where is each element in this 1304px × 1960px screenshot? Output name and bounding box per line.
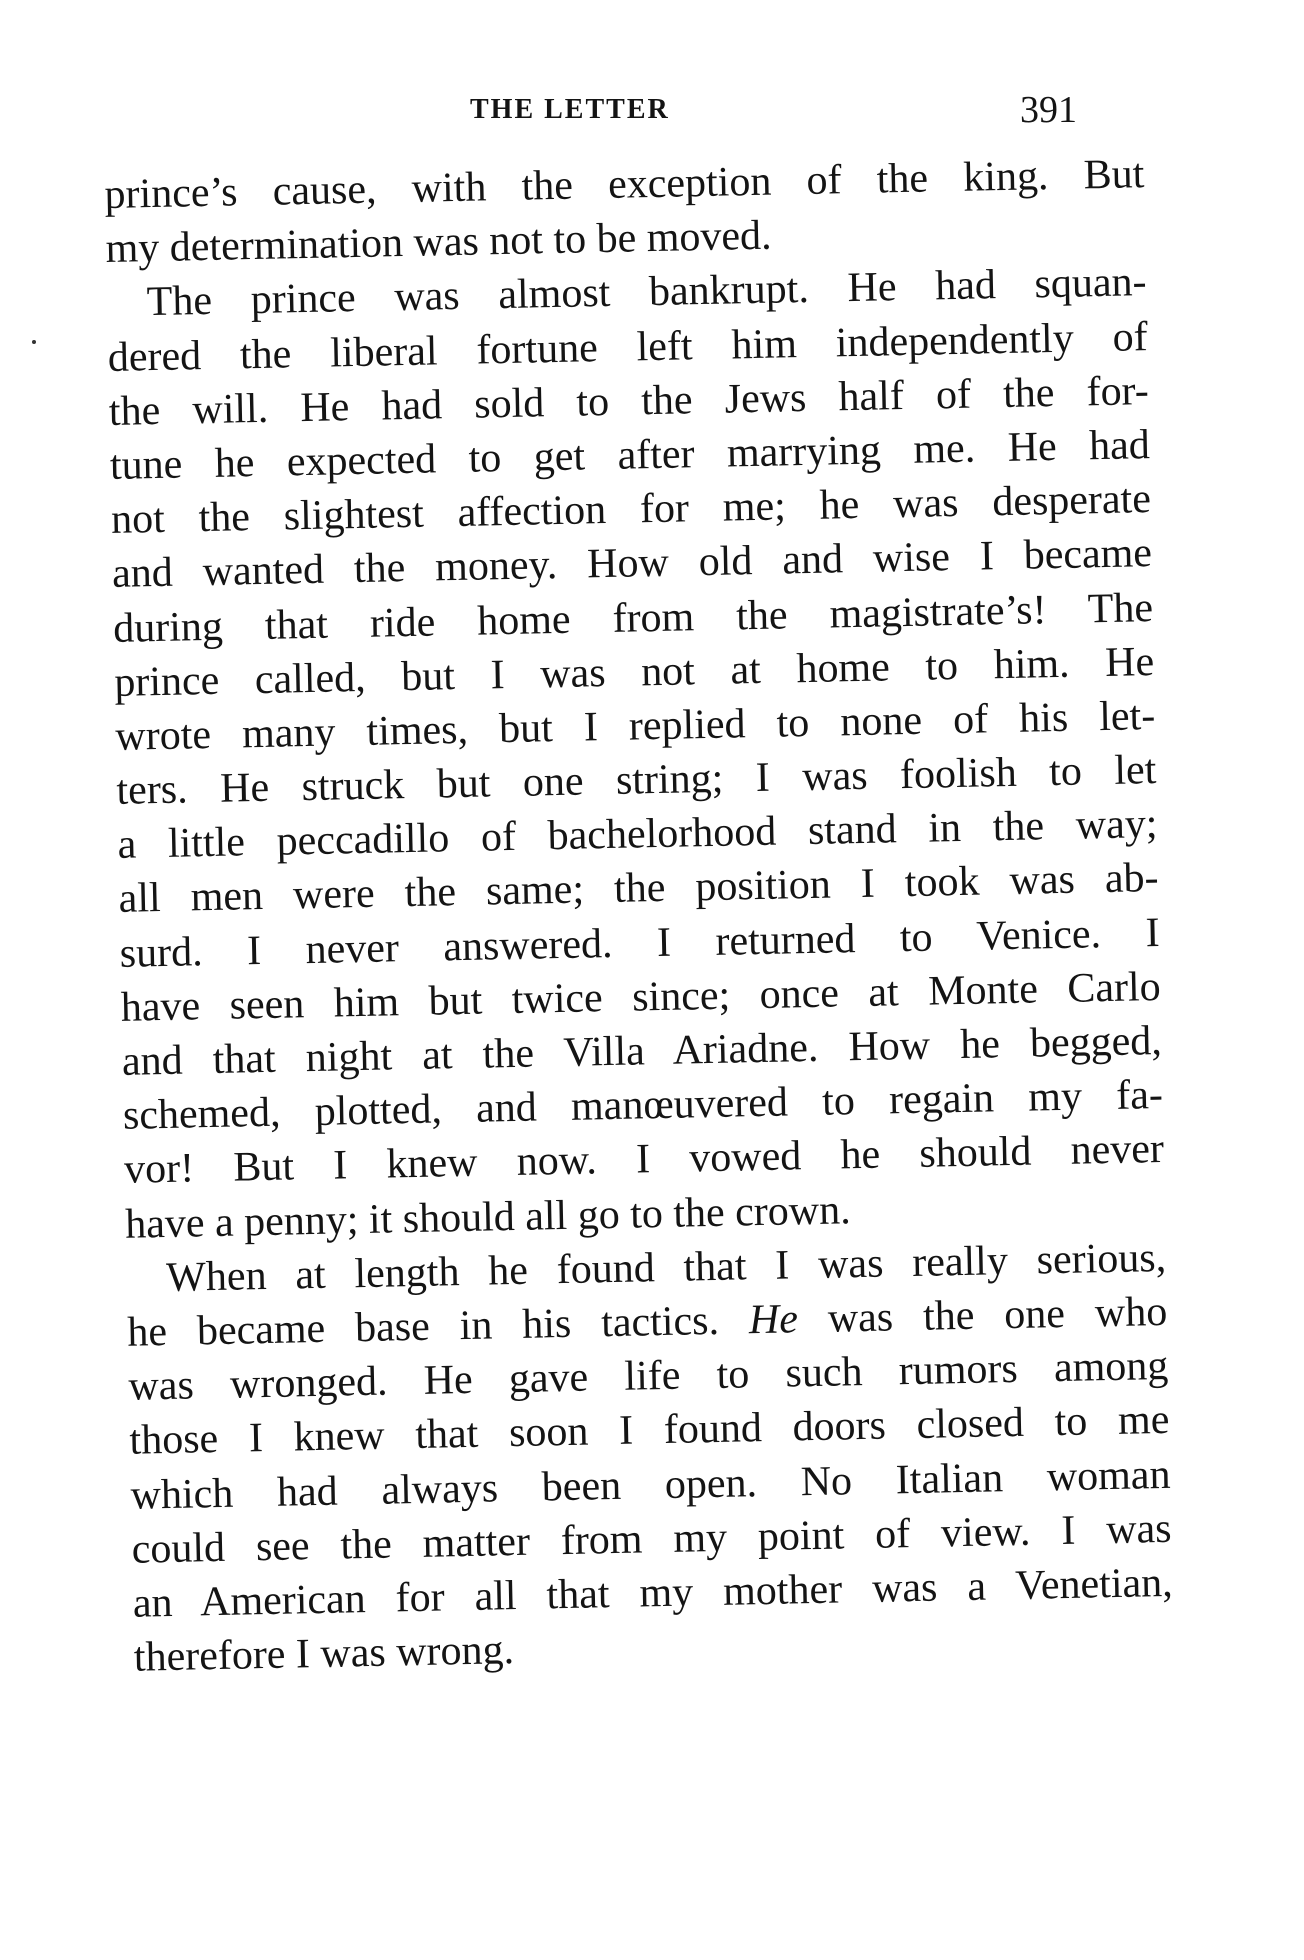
text-line: my determination was not to be moved. bbox=[105, 212, 773, 273]
emphasized-word: He bbox=[748, 1296, 799, 1344]
text-line: a little peccadillo of bachelorhood stand in the way; bbox=[117, 801, 1158, 869]
text-line: ters. He struck but one string; I was foolish to let bbox=[116, 747, 1157, 814]
running-head bbox=[0, 90, 1304, 130]
text-line: and that night at the Villa Ariadne. How he begged, bbox=[121, 1017, 1163, 1085]
text-line: all men were the same; the position I took was ab- bbox=[118, 855, 1159, 923]
text-segment: he became base in his tactics. bbox=[126, 1297, 720, 1356]
text-line: When at length he found that I was really serious, bbox=[165, 1234, 1167, 1301]
text-line: tune he expected to get after marrying me. He had bbox=[109, 422, 1151, 489]
text-line: the will. He had sold to the Jews half of the for- bbox=[108, 367, 1150, 435]
text-line: could see the matter from my point of view. I was bbox=[131, 1505, 1172, 1573]
text-line: not the slightest affection for me; he was desperate bbox=[110, 476, 1152, 544]
page-number: 391 bbox=[1020, 89, 1077, 131]
text-line: have a penny; it should all go to the crown. bbox=[124, 1186, 852, 1248]
text-line: those I knew that soon I found doors closed to me bbox=[129, 1397, 1170, 1465]
text-line: which had always been open. No Italian woman bbox=[130, 1451, 1171, 1519]
text-line: prince called, but I was not at home to him. He bbox=[113, 638, 1155, 706]
text-line: dered the liberal fortune left him independently of bbox=[107, 313, 1149, 381]
text-line: during that ride home from the magistrate’s! The bbox=[112, 584, 1154, 652]
text-line: an American for all that my mother was a Venetian, bbox=[132, 1559, 1174, 1627]
text-line: wrote many times, but I replied to none of his let- bbox=[114, 692, 1156, 760]
text-line: schemed, plotted, and manœuvered to regain my fa- bbox=[122, 1072, 1164, 1139]
text-line: prince’s cause, with the exception of the king. But bbox=[104, 151, 1145, 218]
body-text bbox=[104, 147, 1174, 1685]
text-line: surd. I never answered. I returned to Venice. I bbox=[119, 909, 1161, 977]
margin-speck bbox=[32, 340, 36, 344]
text-line: and wanted the money. How old and wise I became bbox=[111, 530, 1153, 598]
text-line: The prince was almost bankrupt. He had squan- bbox=[146, 259, 1147, 326]
text-line: have seen him but twice since; once at Monte Carlo bbox=[120, 963, 1162, 1031]
text-line: vor! But I knew now. I vowed he should never bbox=[123, 1126, 1165, 1194]
running-title: THE LETTER bbox=[470, 94, 670, 125]
text-segment: was the one who bbox=[827, 1288, 1168, 1342]
text-line: was wronged. He gave life to such rumors among bbox=[128, 1343, 1169, 1410]
text-line: therefore I was wrong. bbox=[133, 1627, 515, 1681]
